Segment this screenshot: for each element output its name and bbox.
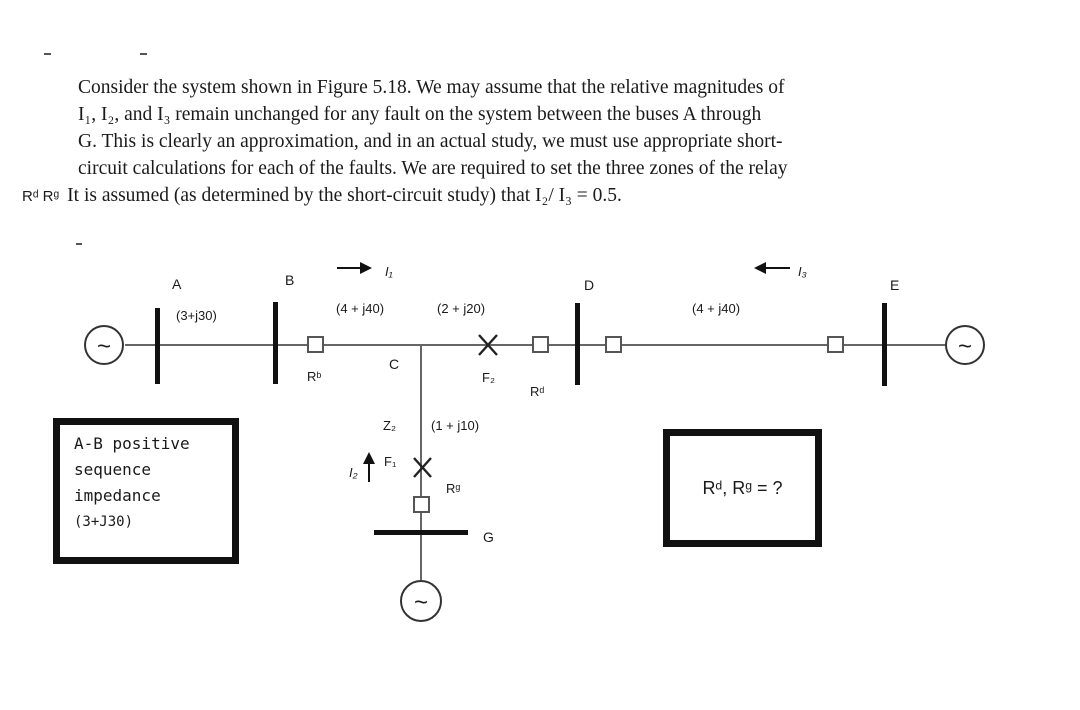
ab-note-line-2: sequence [74,460,152,479]
impedance-de-label: (4 + j40) [692,301,741,316]
generator-e [946,326,984,364]
generator-g [401,581,441,621]
bus-c-label: C [389,356,400,372]
bus-a-label: A [172,276,182,292]
bus-bar-a [155,308,160,384]
relay-e-left-box [828,337,843,352]
ab-note-value: (3+J30) [74,514,134,530]
impedance-ab-label: (3+j30) [176,308,217,323]
impedance-bc-label: (4 + j40) [336,301,385,316]
generator-g-symbol: ~ [413,589,429,616]
relay-rb-box [308,337,323,352]
ab-note-line-3: impedance [74,486,161,505]
bus-bar-e [882,303,887,386]
current-i1-arrow [337,262,372,274]
relay-d-right-box [606,337,621,352]
problem-line-3: G. This is clearly an approximation, and in an actual study, we must use appropriate short- [78,131,783,152]
relay-rd-box [533,337,548,352]
problem-line-1: Consider the system shown in Figure 5.18. We may assume that the relative magnitudes of [78,77,785,98]
bus-e-label: E [890,277,900,293]
current-i1-label: I₁ [385,264,393,279]
fault-f1-marker [414,458,431,477]
problem-line-4: circuit calculations for each of the faults. We are required to set the three zones of the relay [78,158,788,179]
fault-f1-label: F₁ [384,454,397,469]
current-i3-arrow [754,262,790,274]
ab-impedance-note [53,418,239,564]
question-text: Rᵈ, Rᵍ = ? [702,477,783,498]
relay-rb-label: Rᵇ [307,369,322,384]
current-i3-label: I₃ [798,264,807,279]
current-i2-arrow [363,452,375,482]
bus-bar-d [575,303,580,385]
question-box [663,429,822,547]
relay-rd-label: Rᵈ [530,384,545,399]
impedance-cd-label: (2 + j20) [437,301,486,316]
problem-line-2: I₁, I₂, and I₃ remain unchanged for any fault on the system between the buses A through [78,104,762,125]
bus-g-label: G [483,529,494,545]
bus-d-label: D [584,277,595,293]
bus-bar-b [273,302,278,384]
bus-b-label: B [285,272,295,288]
fault-f2-label: F₂ [482,370,495,385]
relay-names: Rᵈ Rᵍ [22,188,60,205]
generator-a-symbol: ~ [96,333,112,360]
generator-a [85,326,123,364]
z2-label: Z₂ [383,418,396,433]
impedance-cg-label: (1 + j10) [431,418,480,433]
relay-rg-label: Rᵍ [446,481,461,496]
generator-e-symbol: ~ [957,333,973,360]
relay-rg-box [414,497,429,512]
problem-last-line: It is assumed (as determined by the short-circuit study) that I₂/ I₃ = 0.5. [67,185,622,206]
current-i2-label: I₂ [349,465,358,480]
ab-note-line-1: A-B positive [74,434,190,453]
bus-bar-g [374,530,468,535]
